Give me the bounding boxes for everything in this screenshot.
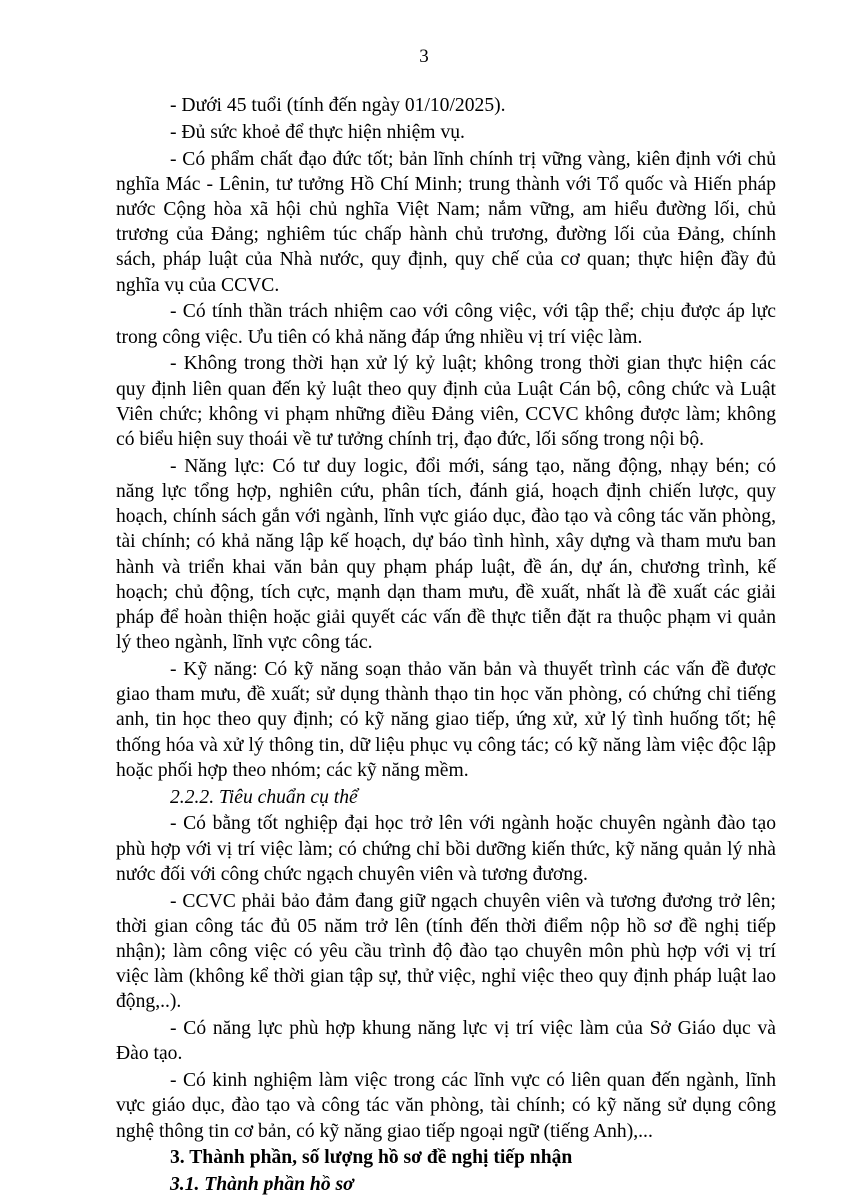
paragraph-rank-requirement: - CCVC phải bảo đảm đang giữ ngạch chuyên viên và tương đương trở lên; thời gian công tác đủ 05 năm trở lên (tính đến thời điểm nộp hồ sơ đề nghị tiếp nhận); làm công việc có yêu cầu trình độ đào tạo chuyên môn phù hợp với vị trí việc làm (không kể thời gian tập sự, thử việc, nghỉ việc theo quy định pháp luật lao động,..). [116,890,776,1013]
paragraph-health-requirement: - Đủ sức khoẻ để thực hiện nhiệm vụ. [170,121,465,143]
section-heading-3: 3. Thành phần, số lượng hồ sơ đề nghị tiếp nhận [170,1147,573,1169]
paragraph-discipline-requirement: - Không trong thời hạn xử lý kỷ luật; không trong thời gian thực hiện các quy định liên quan đến kỷ luật theo quy định của Luật Cán bộ, công chức và Luật Viên chức; không vi phạm những điều Đảng viên, CCVC không được làm; không có biểu hiện suy thoái về tư tưởng chính trị, đạo đức, lối sống trong nội bộ. [116,353,776,451]
paragraph-age-requirement: - Dưới 45 tuổi (tính đến ngày 01/10/2025). [170,95,506,116]
paragraph-experience-requirement: - Có kinh nghiệm làm việc trong các lĩnh vực có liên quan đến ngành, lĩnh vực giáo dục, đào tạo và công tác văn phòng, tài chính; có kỹ năng sử dụng công nghệ thông tin cơ bản, có kỹ năng giao tiếp ngoại ngữ (tiếng Anh),... [116,1070,776,1142]
page-number: 3 [419,46,429,67]
paragraph-responsibility-requirement: - Có tính thần trách nhiệm cao với công việc, với tập thể; chịu được áp lực trong công việc. Ưu tiên có khả năng đáp ứng nhiều vị trí việc làm. [116,301,776,348]
paragraph-capacity-requirement: - Năng lực: Có tư duy logic, đổi mới, sáng tạo, năng động, nhạy bén; có năng lực tổng hợp, nghiên cứu, phân tích, đánh giá, hoạch định chiến lược, quy hoạch, chính sách gắn với ngành, lĩnh vực giáo dục, đào tạo và công tác văn phòng, tài chính; có khả năng lập kế hoạch, dự báo tình hình, xây dựng và tham mưu ban hành và triển khai văn bản quy phạm pháp luật, đề án, dự án, chương trình, kế hoạch; chủ động, tích cực, mạnh dạn tham mưu, đề xuất, nhất là đề xuất các giải pháp để hoàn thiện hoặc giải quyết các vấn đề thực tiễn đặt ra thuộc phạm vi quản lý theo ngành, lĩnh vực công tác. [116,455,776,654]
subsection-heading-2-2-2: 2.2.2. Tiêu chuẩn cụ thể [170,786,358,808]
paragraph-ethics-requirement: - Có phẩm chất đạo đức tốt; bản lĩnh chính trị vững vàng, kiên định với chủ nghĩa Mác - Lênin, tư tưởng Hồ Chí Minh; trung thành với Tổ quốc và Hiến pháp nước Cộng hòa xã hội chủ nghĩa Việt Nam; nắm vững, am hiểu đường lối, chủ trương của Đảng; nghiêm túc chấp hành chủ trương, đường lối của Đảng, chính sách, pháp luật của Nhà nước, quy định, quy chế của cơ quan; thực hiện đầy đủ nghĩa vụ của CCVC. [116,148,776,296]
subsection-heading-3-1: 3.1. Thành phần hồ sơ [170,1174,354,1196]
paragraph-skills-requirement: - Kỹ năng: Có kỹ năng soạn thảo văn bản và thuyết trình các vấn đề được giao tham mưu, đề xuất; sử dụng thành thạo tin học văn phòng, có chứng chỉ tiếng anh, tin học theo quy định; có kỹ năng giao tiếp, ứng xử, xử lý tình huống tốt; hệ thống hóa và xử lý thông tin, dữ liệu phục vụ công tác; có kỹ năng làm việc độc lập hoặc phối hợp theo nhóm; các kỹ năng mềm. [116,659,776,781]
paragraph-competency-framework: - Có năng lực phù hợp khung năng lực vị trí việc làm của Sở Giáo dục và Đào tạo. [116,1018,776,1065]
paragraph-degree-requirement: - Có bằng tốt nghiệp đại học trở lên với ngành hoặc chuyên ngành đào tạo phù hợp với vị trí việc làm; có chứng chỉ bồi dưỡng kiến thức, kỹ năng quản lý nhà nước đối với công chức ngạch chuyên viên và tương đương. [116,813,776,885]
document-body [116,93,776,1199]
